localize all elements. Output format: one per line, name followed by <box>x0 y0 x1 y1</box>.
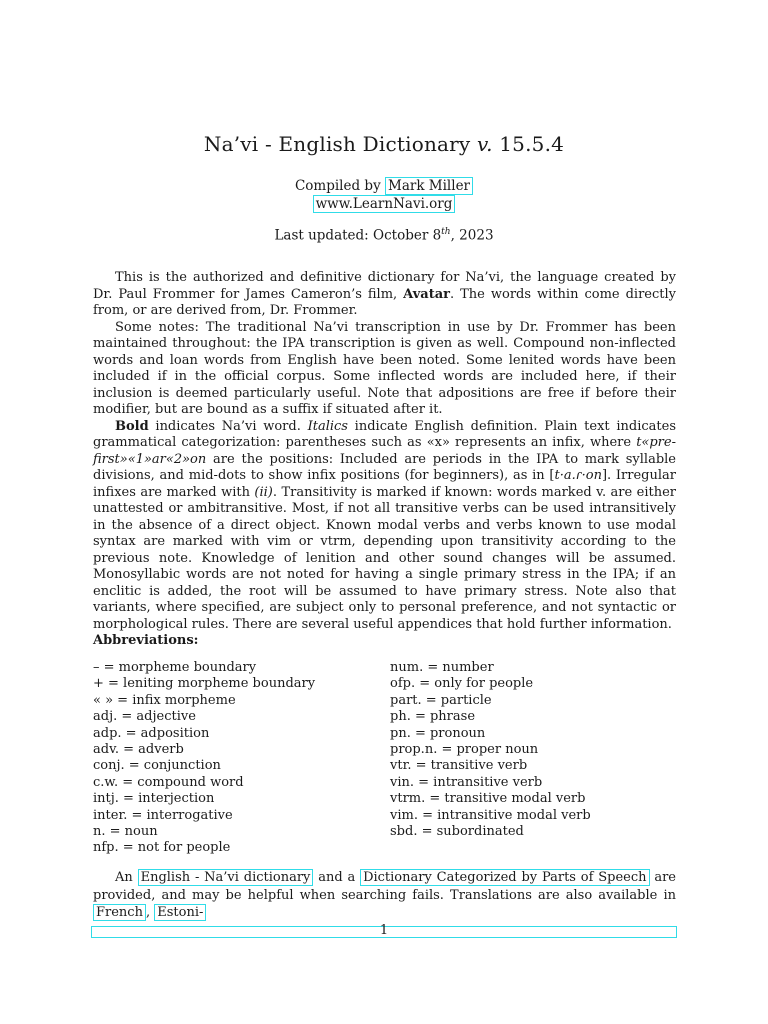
updated-sup: th <box>441 227 451 237</box>
p3-bold: Bold <box>115 418 149 434</box>
closing-text <box>93 869 676 922</box>
title-version: 15.5.4 <box>499 132 565 156</box>
p3-text-d: ]. Irregular infixes are marked with <box>93 468 676 500</box>
updated-year: , 2023 <box>450 227 494 244</box>
abbreviation-item: prop.n. = proper noun <box>390 742 539 758</box>
author-link[interactable]: Mark Miller <box>385 177 473 195</box>
abbreviation-item: part. = particle <box>390 692 492 708</box>
page-number: 1 <box>379 923 389 938</box>
updated-label: Last updated: October 8 <box>274 227 442 244</box>
abbreviation-item: adj. = adjective <box>93 709 196 725</box>
abbreviation-item: sbd. = subordinated <box>390 824 524 840</box>
abbreviation-item: c.w. = compound word <box>93 774 244 790</box>
abbreviation-item: conj. = conjunction <box>93 758 221 774</box>
abbreviation-item: ofp. = only for people <box>390 676 534 692</box>
website-link[interactable]: www.LearnNavi.org <box>313 195 456 213</box>
abbreviation-item: ph. = phrase <box>390 709 476 725</box>
closing-paragraph <box>93 869 676 922</box>
last-updated <box>0 227 768 244</box>
compiled-by-label: Compiled by <box>294 178 381 194</box>
abbreviation-item: vim. = intransitive modal verb <box>390 807 591 823</box>
page-title <box>0 132 768 156</box>
abbreviation-item: « » = infix morpheme <box>93 692 236 708</box>
abbreviation-item: + = leniting morpheme boundary <box>93 676 316 692</box>
abbreviation-item: nfp. = not for people <box>93 840 231 856</box>
p1-bold: Avatar <box>403 286 450 302</box>
closing-text-d: , <box>145 905 155 920</box>
p3-text-e: . Transitivity is marked if known: words marked v. are either unattested or ambitransitive. Most, if not all transitive verbs can be used intransitively in the absence of a direct object. Known modal verbs and verbs known to use modal syntax are marked with vim or vtrm, depending upon transitivity according to the previous note. Knowledge of lenition and other sound changes will be assumed. Monosyllabic words are not noted for having a single primary stress in the IPA; if an enclitic is added, the root will be assumed to have primary stress. Note also that variants, where specified, are subject only to personal preference, and not syntactic or morphological rules. There are several useful appendices that hold further information. <box>93 484 676 632</box>
p3-infix-example: t«pre-first»«1»ar«2»on <box>93 435 676 467</box>
intro-text <box>93 270 676 633</box>
abbreviation-item: inter. = interrogative <box>93 807 233 823</box>
p3-ii: (ii) <box>254 484 273 500</box>
french-link[interactable]: French <box>93 904 146 921</box>
website-line <box>0 196 768 212</box>
intro-paragraph-2: Some notes: The traditional Na’vi transcription in use by Dr. Frommer has been maintained throughout: the IPA transcription is given as well. Compound non-inflected words and loan words from English have been noted. Some lenited words have been included if in the official corpus. Some inflected words are included here, if their inclusion is deemed particularly useful. Note that adpositions are free if before their modifier, but are bound as a suffix if situated after it. <box>93 319 676 417</box>
compiled-by-line <box>0 178 768 194</box>
abbreviation-item: adv. = adverb <box>93 742 184 758</box>
p1-text-b: . The words within come directly from, or are derived from, Dr. Frommer. <box>93 286 676 318</box>
abbreviation-item: n. = noun <box>93 824 158 840</box>
title-version-prefix: v. <box>476 132 493 156</box>
abbreviation-item: pn. = pronoun <box>390 725 486 741</box>
p3-ipa-example: t·a.ɾ·on <box>554 468 602 483</box>
intro-paragraph-3 <box>93 419 676 634</box>
abbreviation-item: vin. = intransitive verb <box>390 774 543 790</box>
title-main: Na’vi - English Dictionary <box>203 132 471 156</box>
abbreviation-item: adp. = adposition <box>93 725 210 741</box>
abbreviation-item: vtrm. = transitive modal verb <box>390 791 586 807</box>
abbreviations-right-column <box>390 660 591 840</box>
abbreviations-heading: Abbreviations: <box>93 633 199 648</box>
abbreviation-item: vtr. = transitive verb <box>390 758 528 774</box>
abbreviation-item: intj. = interjection <box>93 791 215 807</box>
english-navi-dictionary-link[interactable]: English - Na’vi dictionary <box>138 869 314 886</box>
p3-italic: Italics <box>307 418 348 434</box>
closing-text-c: are provided, and may be helpful when searching fails. Translations are also available in <box>93 870 676 903</box>
closing-text-b: and a <box>313 870 361 885</box>
abbreviation-item: num. = number <box>390 660 494 675</box>
closing-text-a: An <box>115 870 138 885</box>
parts-of-speech-link[interactable]: Dictionary Categorized by Parts of Speech <box>360 869 649 886</box>
p1-text-a: This is the authorized and definitive dictionary for Na’vi, the language created by Dr. Paul Frommer for James Cameron’s film, <box>93 270 676 302</box>
abbreviation-item: – = morpheme boundary <box>93 660 257 675</box>
intro-paragraph-1 <box>93 270 676 320</box>
abbreviations-left-column <box>93 660 315 857</box>
p3-text-a: indicates Na’vi word. <box>148 418 308 434</box>
p3-text-b: indicate English definition. Plain text indicates grammatical categorization: parentheses such as «x» represents an infix, where <box>93 418 676 450</box>
estonian-link[interactable]: Estoni- <box>154 904 206 921</box>
p3-text-c: are the positions: Included are periods in the IPA to mark syllable divisions, and mid-dots to show infix positions (for beginners), as in [ <box>93 451 676 483</box>
